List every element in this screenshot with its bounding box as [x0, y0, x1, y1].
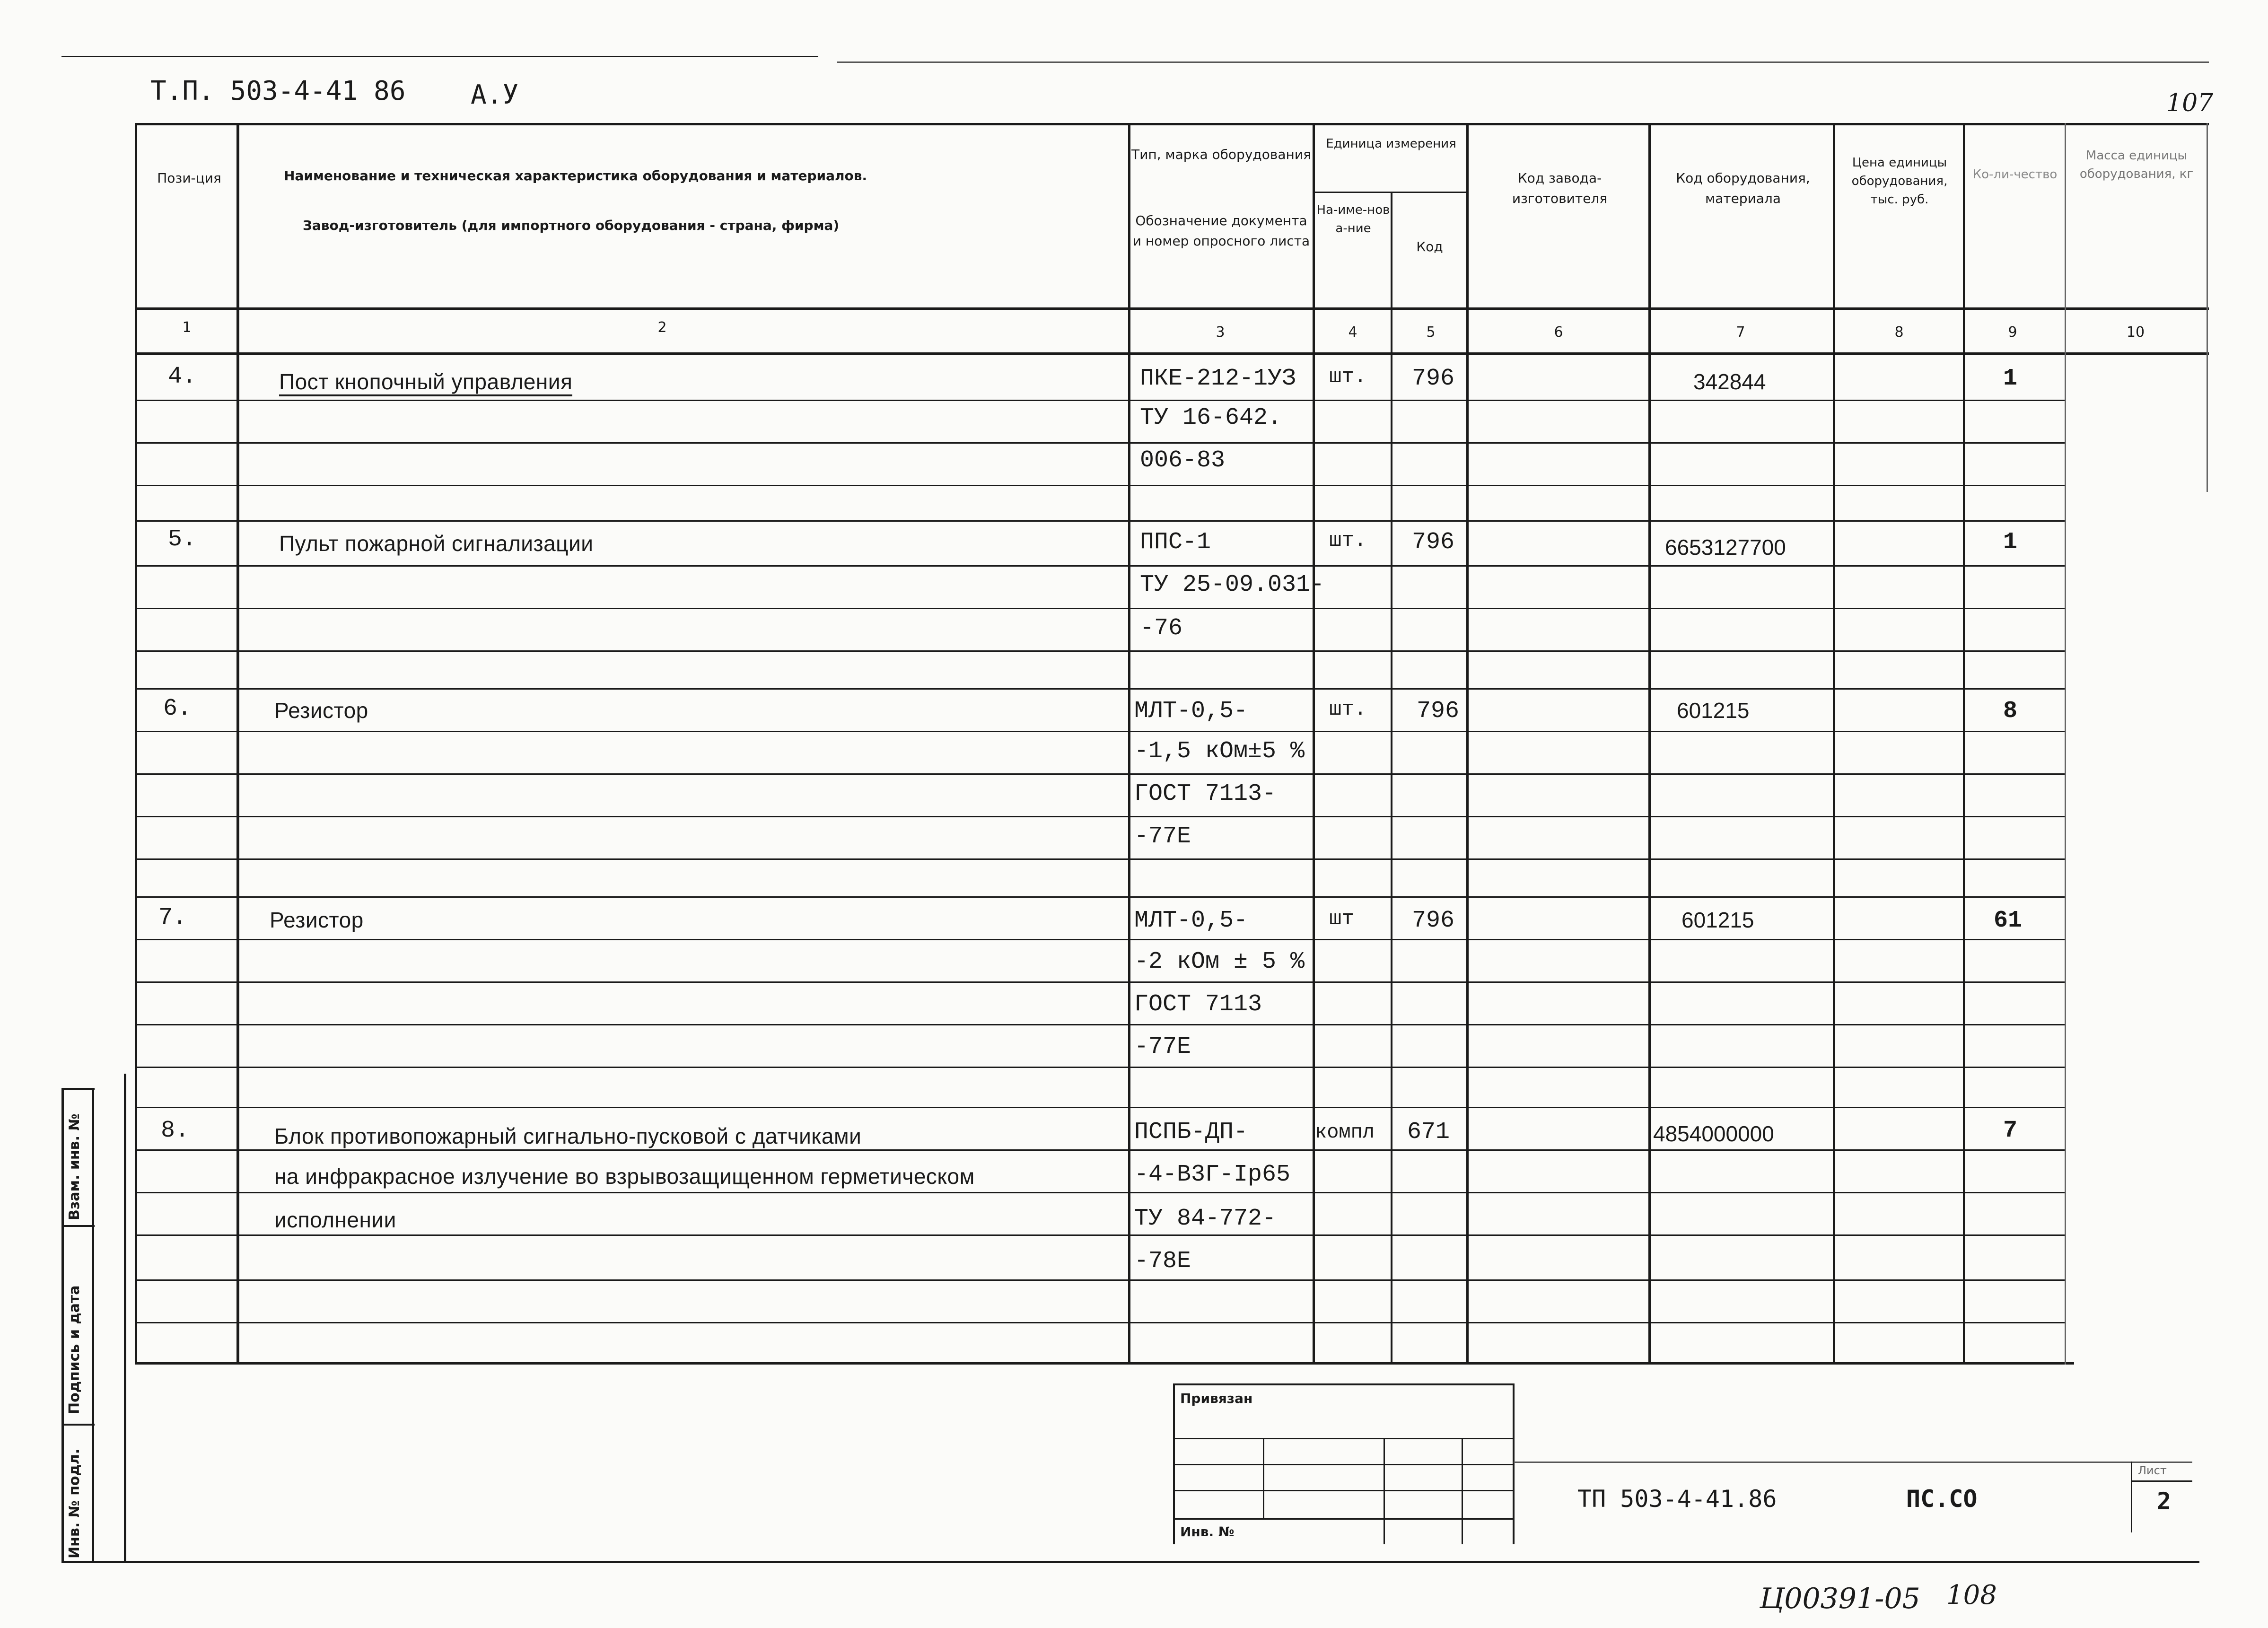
header-bottom-line — [135, 307, 2209, 310]
colnum-bottom-line — [135, 352, 2209, 355]
header-type: Тип, марка оборудования — [1131, 147, 1311, 162]
header-equipment-code: Код оборудования, материала — [1676, 170, 1810, 207]
row-line — [135, 1192, 2065, 1193]
row8-unit: компл — [1315, 1121, 1375, 1144]
header-unit-code: Код — [1416, 239, 1443, 254]
row6-type-4: -77Е — [1134, 823, 1191, 850]
row-line — [135, 939, 2065, 940]
row-line — [135, 981, 2065, 983]
row-line — [135, 520, 2065, 522]
row5-qty: 1 — [2003, 529, 2018, 556]
vline-2 — [1128, 123, 1130, 1365]
row-line — [135, 773, 2065, 775]
row8-name-line1: Блок противопожарный сигнально-пусковой с датчиками — [274, 1124, 862, 1148]
row-line — [135, 816, 2065, 817]
row-line — [135, 858, 2065, 860]
bottom-mark: ПС.СО — [1906, 1485, 1978, 1513]
vline-6 — [1648, 123, 1651, 1365]
stamp-inv: Инв. № — [1180, 1524, 1235, 1540]
row-line — [135, 442, 2065, 444]
side-stamp-left — [61, 1088, 64, 1563]
row5-type-2: ТУ 25-09.031- — [1140, 571, 1325, 598]
stamp-top — [1173, 1383, 1514, 1385]
row8-name-line3: исполнении — [274, 1208, 396, 1232]
vline-10 — [2207, 123, 2208, 492]
top-edge-line-right — [837, 61, 2209, 63]
colnum-5: 5 — [1426, 324, 1436, 341]
titleblock-sheet-label-line — [2131, 1480, 2192, 1482]
row5-unit: шт. — [1329, 529, 1367, 552]
row-line — [135, 731, 2065, 732]
table-top-line — [135, 123, 2209, 125]
row-line — [135, 608, 2065, 609]
colnum-10: 10 — [2126, 324, 2145, 341]
row8-unit-code: 671 — [1407, 1119, 1450, 1146]
row8-type-4: -78Е — [1134, 1248, 1191, 1275]
header-doc: Обозначение документа и номер опросного листа — [1132, 213, 1310, 249]
colnum-1: 1 — [182, 319, 192, 336]
row7-unit: шт — [1329, 907, 1354, 931]
side-stamp-mid — [92, 1088, 94, 1563]
row6-type-3: ГОСТ 7113- — [1134, 780, 1277, 807]
row7-position: 7. — [158, 904, 187, 931]
row5-type-3: -76 — [1140, 615, 1183, 642]
row7-type-2: -2 кОм ± 5 % — [1134, 948, 1305, 975]
table-bottom-line — [135, 1362, 2074, 1365]
vline-0 — [135, 123, 137, 1365]
row6-type-1: МЛТ-0,5- — [1134, 698, 1248, 725]
top-section: А.У — [471, 79, 519, 110]
row-line — [135, 688, 2065, 690]
row8-position: 8. — [161, 1117, 190, 1144]
row5-type-1: ППС-1 — [1140, 529, 1211, 556]
unit-group-line — [1313, 192, 1466, 193]
side-stamp-vzam: Взам. инв. № — [66, 1113, 83, 1220]
bottom-handwritten-page: 108 — [1946, 1580, 1997, 1610]
row4-equip-code: 342844 — [1693, 369, 1766, 394]
top-edge-line-left — [61, 56, 818, 57]
row7-unit-code: 796 — [1412, 907, 1455, 934]
row-line — [135, 1149, 2065, 1151]
header-position: Пози-ция — [157, 170, 221, 186]
side-stamp-div1 — [61, 1225, 95, 1227]
row7-type-4: -77Е — [1134, 1033, 1191, 1060]
colnum-9: 9 — [2008, 324, 2017, 341]
vline-9 — [2065, 123, 2066, 1365]
row-line — [135, 1024, 2065, 1025]
bottom-handwritten-code: Ц00391-05 — [1760, 1582, 1920, 1615]
row4-type-3: 006-83 — [1140, 447, 1226, 474]
side-stamp-inv-podl: Инв. № подл. — [66, 1448, 83, 1558]
row6-type-2: -1,5 кОм±5 % — [1134, 738, 1305, 765]
row8-equip-code: 4854000000 — [1653, 1121, 1774, 1146]
sheet-number: 2 — [2157, 1488, 2172, 1515]
row4-unit-code: 796 — [1412, 365, 1455, 392]
row6-name: Резистор — [274, 698, 368, 723]
header-unit-group: Единица измерения — [1326, 137, 1456, 151]
vline-8 — [1963, 123, 1965, 1365]
bottom-code: ТП 503-4-41.86 — [1577, 1485, 1777, 1513]
row4-qty: 1 — [2003, 365, 2018, 392]
vline-1 — [236, 123, 239, 1365]
vline-7 — [1833, 123, 1835, 1365]
row7-name: Резистор — [270, 908, 364, 932]
stamp-col2 — [1384, 1438, 1385, 1544]
row7-equip-code: 601215 — [1681, 908, 1754, 932]
colnum-8: 8 — [1894, 324, 1904, 341]
row8-type-1: ПСПБ-ДП- — [1134, 1119, 1248, 1146]
header-quantity: Ко-ли-чество — [1972, 167, 2058, 182]
titleblock-top — [1514, 1462, 2192, 1463]
stamp-title: Привязан — [1180, 1391, 1253, 1406]
row5-position: 5. — [168, 526, 197, 553]
stamp-col1 — [1263, 1438, 1264, 1518]
row4-type-1: ПКЕ-212-1УЗ — [1140, 365, 1296, 392]
row8-type-2: -4-В3Г-Ip65 — [1134, 1161, 1291, 1188]
row6-unit: шт. — [1329, 698, 1367, 721]
side-stamp-podpis: Подпись и дата — [66, 1285, 83, 1414]
row8-type-3: ТУ 84-772- — [1134, 1205, 1277, 1232]
row6-position: 6. — [163, 695, 192, 722]
colnum-7: 7 — [1736, 324, 1745, 341]
row7-type-1: МЛТ-0,5- — [1134, 907, 1248, 934]
header-unit-name: На-име-нова-ние — [1316, 203, 1390, 236]
stamp-col3 — [1462, 1438, 1463, 1544]
row5-equip-code: 6653127700 — [1665, 535, 1786, 560]
vline-5 — [1466, 123, 1469, 1365]
row-line — [135, 1107, 2065, 1108]
left-frame-line — [124, 1074, 126, 1563]
header-mass: Масса единицы оборудования, кг — [2079, 149, 2194, 181]
header-name-line2: Завод-изготовитель (для импортного оборудования - страна, фирма) — [303, 218, 840, 233]
colnum-2: 2 — [657, 319, 667, 336]
row-line — [135, 1322, 2065, 1323]
row5-name: Пульт пожарной сигнализации — [279, 531, 594, 556]
side-stamp-top — [61, 1088, 95, 1090]
header-price: Цена единицы оборудования, тыс. руб. — [1851, 156, 1948, 207]
row4-position: 4. — [168, 363, 197, 390]
header-name-line1: Наименование и техническая характеристика оборудования и материалов. — [284, 168, 867, 184]
header-manufacturer-code: Код завода-изготовителя — [1512, 170, 1608, 207]
bottom-frame-line — [61, 1561, 2199, 1563]
row-line — [135, 896, 2065, 898]
row7-qty: 61 — [1994, 907, 2023, 934]
colnum-4: 4 — [1348, 324, 1357, 341]
sheet-label: Лист — [2138, 1464, 2167, 1477]
row-line — [135, 565, 2065, 567]
side-stamp-div2 — [61, 1424, 95, 1426]
row5-unit-code: 796 — [1412, 529, 1455, 556]
row4-type-2: ТУ 16-642. — [1140, 404, 1282, 431]
row-line — [135, 485, 2065, 486]
row-line — [135, 400, 2065, 401]
row6-unit-code: 796 — [1417, 698, 1460, 725]
colnum-6: 6 — [1554, 324, 1563, 341]
vline-3 — [1313, 123, 1315, 1365]
row4-name: Пост кнопочный управления — [279, 369, 572, 396]
row6-equip-code: 601215 — [1677, 698, 1750, 723]
row-line — [135, 1067, 2065, 1068]
vline-4 — [1391, 192, 1392, 1365]
row-line — [135, 650, 2065, 652]
row-line — [135, 1279, 2065, 1281]
colnum-3: 3 — [1216, 324, 1225, 341]
top-sheet-number: 107 — [2166, 89, 2214, 117]
row8-qty: 7 — [2003, 1117, 2018, 1144]
row-line — [135, 1234, 2065, 1236]
row6-qty: 8 — [2003, 698, 2018, 725]
row4-unit: шт. — [1329, 365, 1367, 389]
row7-type-3: ГОСТ 7113 — [1134, 991, 1262, 1018]
row8-name-line2: на инфракрасное излучение во взрывозащищенном герметическом — [274, 1164, 975, 1189]
titleblock-sheet-div — [2131, 1462, 2132, 1532]
top-code: Т.П. 503-4-41 86 — [150, 76, 406, 106]
